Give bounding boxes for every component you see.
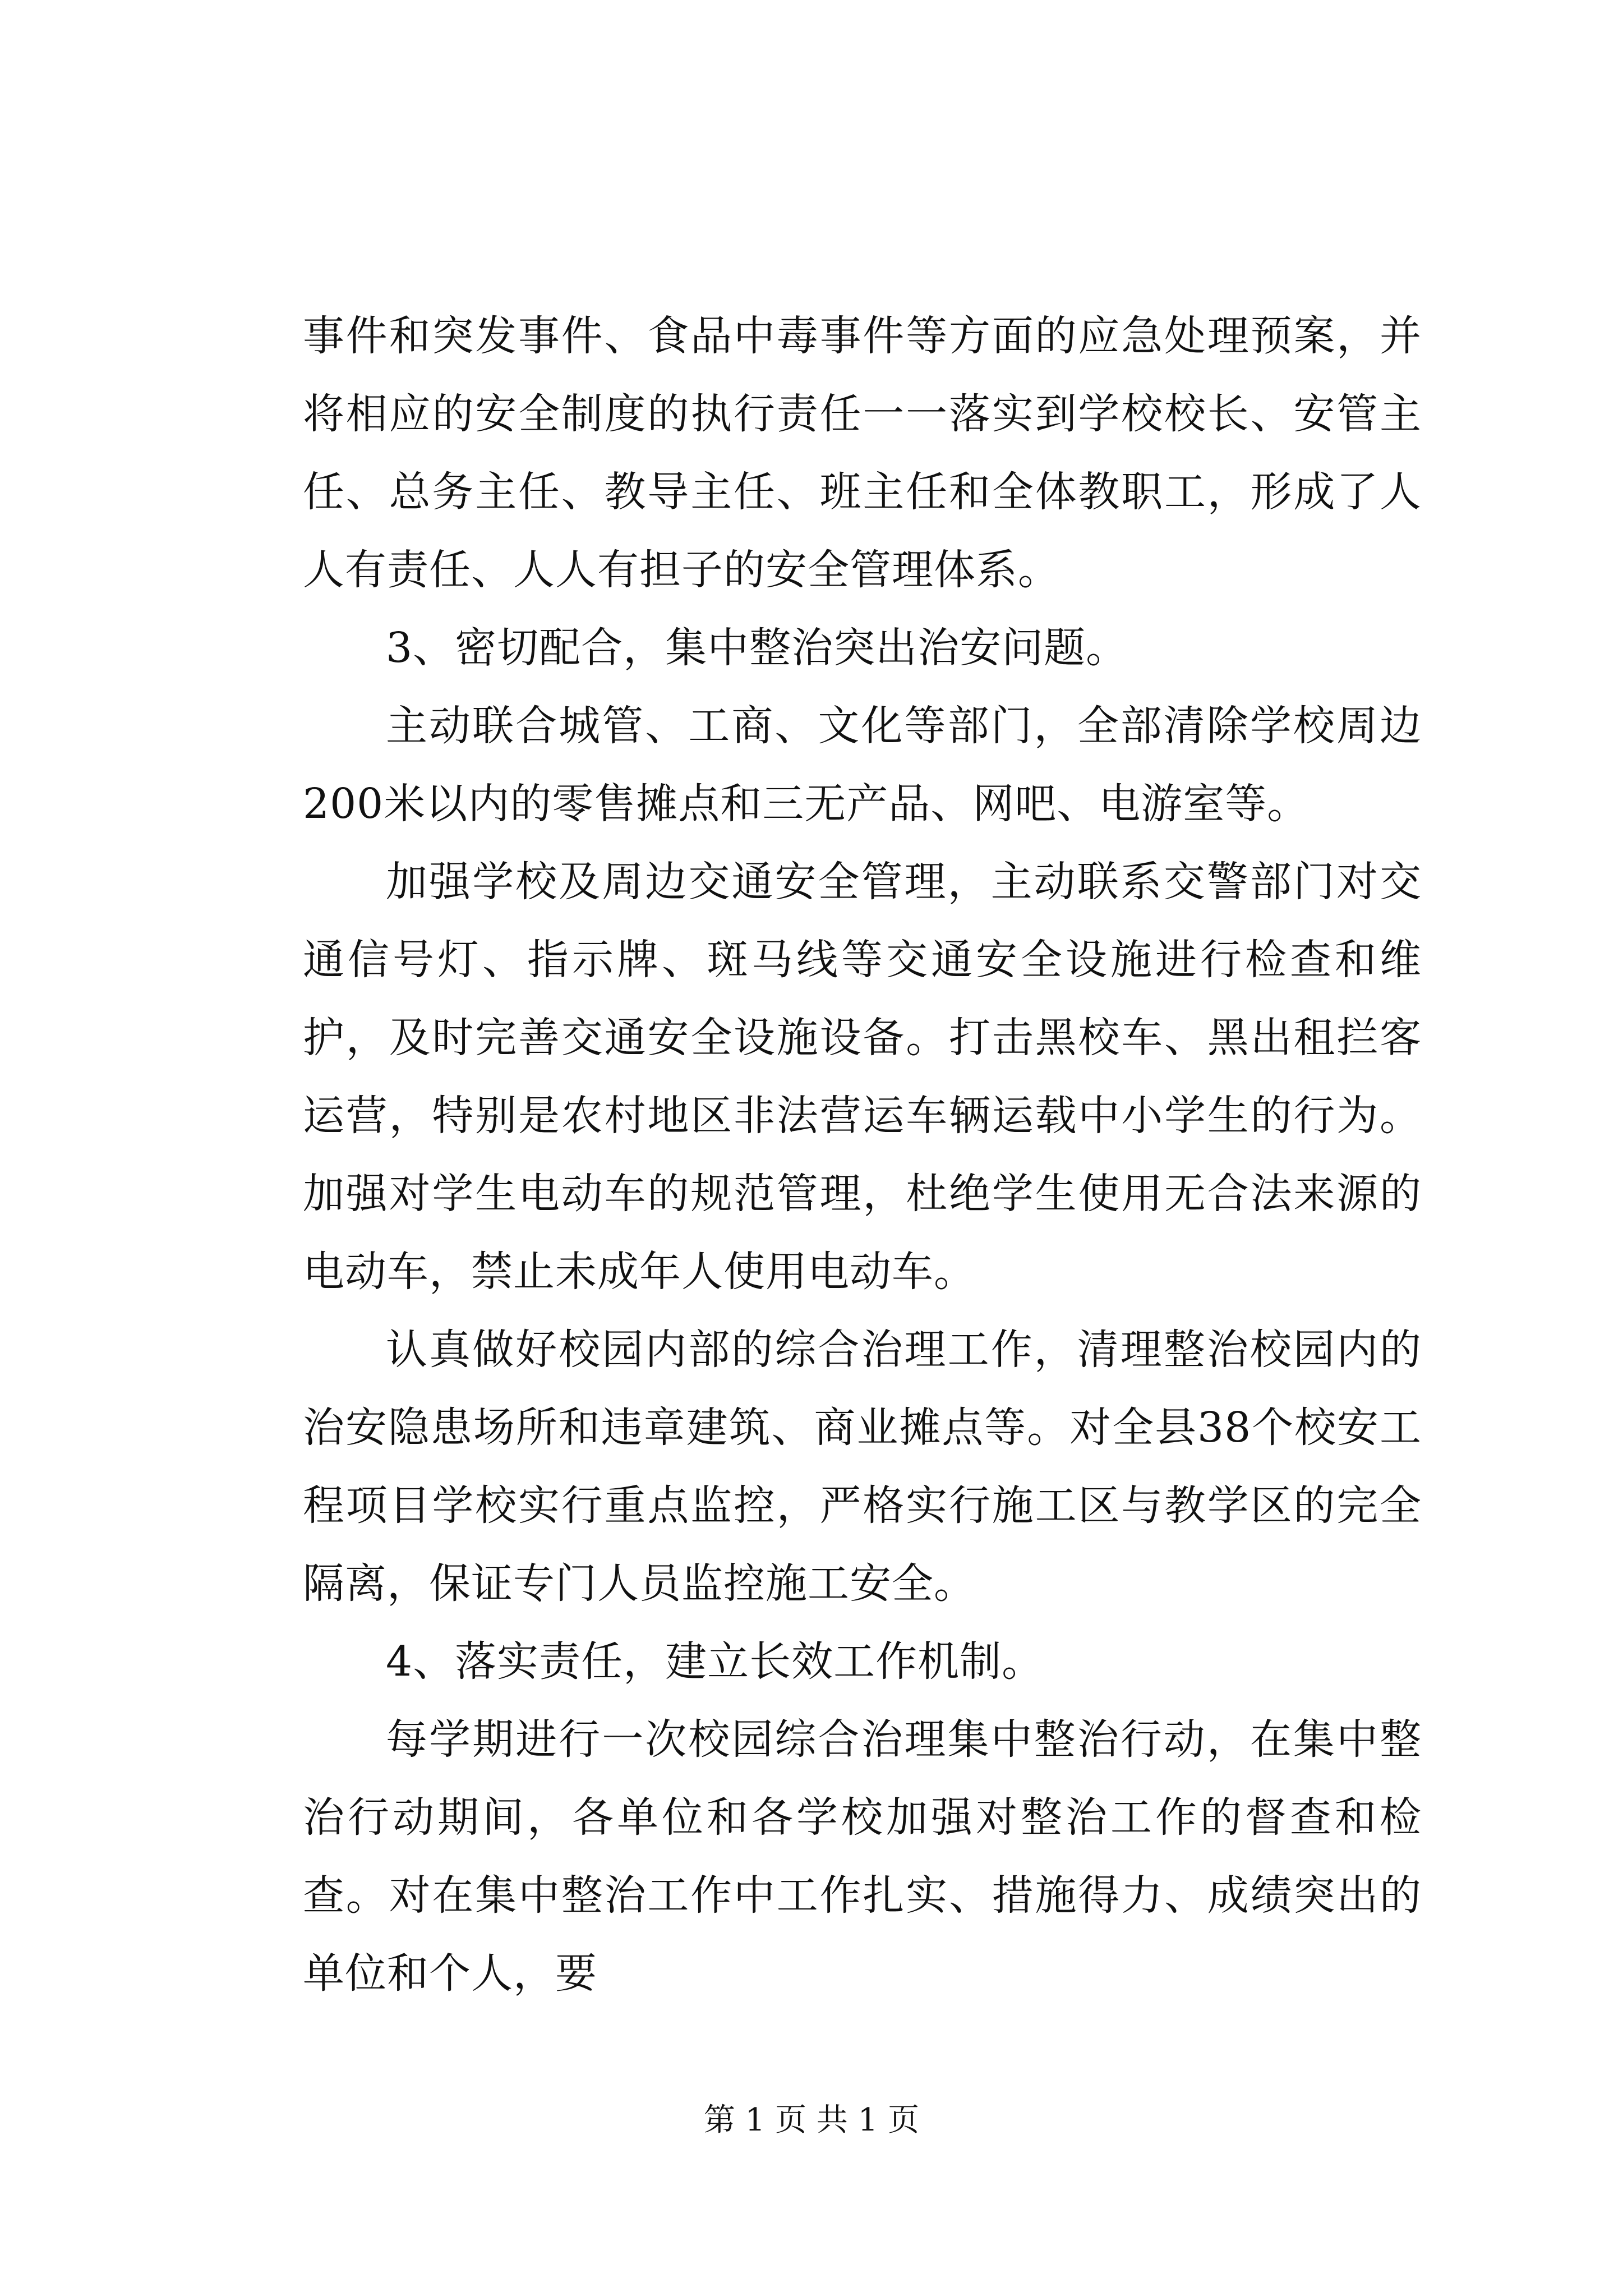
paragraph: 认真做好校园内部的综合治理工作，清理整治校园内的治安隐患场所和违章建筑、商业摊点等。对全县38个校安工程项目学校实行重点监控，严格实行施工区与教学区的完全隔离，保证专门人员监控施工安全。 [303,1326,1422,1608]
section-heading-3: 3、密切配合，集中整治突出治安问题。 [386,624,1128,672]
section-heading-4: 4、落实责任，建立长效工作机制。 [386,1637,1044,1686]
page-footer: 第 1 页 共 1 页 [703,2102,920,2138]
paragraph: 主动联合城管、工商、文化等部门，全部清除学校周边200米以内的零售摊点和三无产品、网吧、电游室等。 [303,702,1422,828]
paragraph: 每学期进行一次校园综合治理集中整治行动，在集中整治行动期间，各单位和各学校加强对整治工作的督查和检查。对在集中整治工作中工作扎实、措施得力、成绩突出的单位和个人，要 [303,1715,1422,1998]
document-body [303,297,1422,2013]
paragraph: 加强学校及周边交通安全管理，主动联系交警部门对交通信号灯、指示牌、斑马线等交通安全设施进行检查和维护，及时完善交通安全设施设备。打击黑校车、黑出租拦客运营，特别是农村地区非法营运车辆运载中小学生的行为。加强对学生电动车的规范管理，杜绝学生使用无合法来源的电动车，禁止未成年人使用电动车。 [303,858,1422,1296]
paragraph-continuation: 事件和突发事件、食品中毒事件等方面的应急处理预案，并将相应的安全制度的执行责任一一落实到学校校长、安管主任、总务主任、教导主任、班主任和全体教职工，形成了人人有责任、人人有担子的安全管理体系。 [303,312,1422,594]
